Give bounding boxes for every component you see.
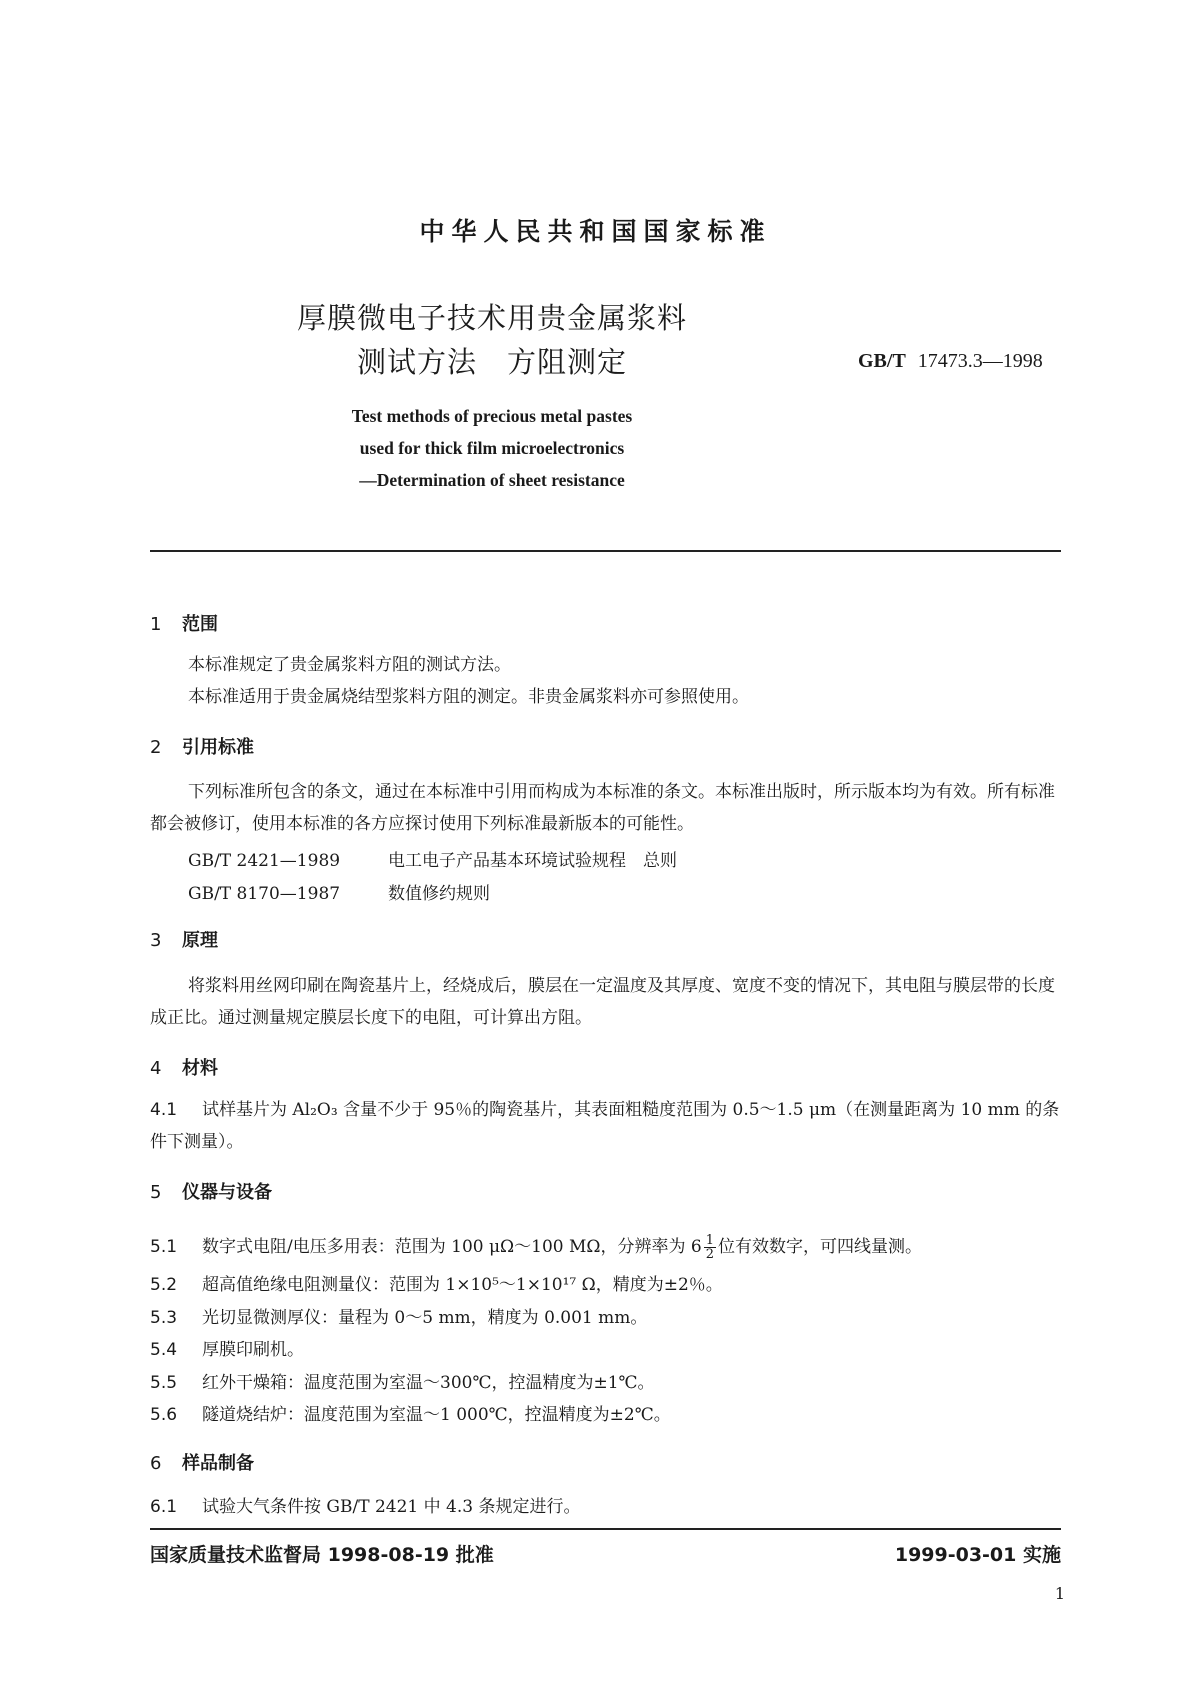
reference-code: GB/T 8170—1987: [188, 884, 341, 904]
implementation-date: 1999-03-01 实施: [894, 1544, 1061, 1566]
clause-text-pre: 数字式电阻/电压多用表：范围为 100 μΩ～100 MΩ，分辨率为 6: [202, 1237, 702, 1257]
reference-title: 数值修约规则: [388, 884, 490, 904]
en-title-line3: —Determination of sheet resistance: [359, 470, 625, 490]
clause-number: 5.1: [150, 1237, 178, 1257]
section-1-heading: [150, 610, 218, 636]
clause-text: 光切显微测厚仪：量程为 0～5 mm，精度为 0.001 mm。: [202, 1308, 648, 1328]
standard-prefix: GB/T: [858, 350, 906, 372]
section-2-heading: [150, 733, 254, 759]
clause-6-1: [150, 1492, 580, 1517]
section-1-number: 1: [150, 614, 162, 635]
clause-number: 5.2: [150, 1275, 178, 1295]
en-title-line2: used for thick film microelectronics: [359, 438, 625, 458]
page-number: 1: [1054, 1584, 1065, 1603]
section-4-heading: [150, 1054, 218, 1080]
section-4-number: 4: [150, 1058, 162, 1079]
clause-text: 试样基片为 Al₂O₃ 含量不少于 95％的陶瓷基片，其表面粗糙度范围为 0.5～1.5 μm（在测量距离为 10 mm 的条件下测量）。: [150, 1100, 1060, 1152]
fraction-denominator: 2: [705, 1247, 714, 1262]
clause-number: 5.6: [150, 1405, 178, 1425]
reference-item: [188, 846, 677, 871]
fraction-numerator: 1: [705, 1233, 714, 1248]
section-3-para: 将浆料用丝网印刷在陶瓷基片上，经烧成后，膜层在一定温度及其厚度、宽度不变的情况下，其电阻与膜层带的长度成正比。通过测量规定膜层长度下的电阻，可计算出方阻。: [150, 976, 1055, 1028]
clause-text: 红外干燥箱：温度范围为室温～300℃，控温精度为±1℃。: [202, 1373, 655, 1393]
section-4-title: 材料: [182, 1058, 218, 1079]
en-title-line1: Test methods of precious metal pastes: [351, 406, 633, 426]
reference-code: GB/T 2421—1989: [188, 851, 341, 871]
zh-title-line1: 厚膜微电子技术用贵金属浆料: [296, 301, 687, 335]
section-6-title: 样品制备: [182, 1453, 254, 1474]
section-2-para: 下列标准所包含的条文，通过在本标准中引用而构成为本标准的条文。本标准出版时，所示版本均为有效。所有标准都会被修订，使用本标准的各方应探讨使用下列标准最新版本的可能性。: [150, 782, 1055, 834]
footer-divider: [150, 1528, 1061, 1530]
clause-text: 超高值绝缘电阻测量仪：范围为 1×10⁵～1×10¹⁷ Ω，精度为±2％。: [202, 1275, 723, 1295]
section-2-number: 2: [150, 737, 162, 758]
approval-statement: 国家质量技术监督局 1998-08-19 批准: [150, 1544, 494, 1566]
section-6-heading: [150, 1449, 254, 1475]
section-2-title: 引用标准: [182, 737, 254, 758]
clause-5-6: [150, 1400, 671, 1425]
clause-5-4: [150, 1335, 304, 1360]
clause-text: 试验大气条件按 GB/T 2421 中 4.3 条规定进行。: [202, 1497, 581, 1517]
clause-text: 隧道烧结炉：温度范围为室温～1 000℃，控温精度为±2℃。: [202, 1405, 671, 1425]
clause-text-post: 位有效数字，可四线量测。: [717, 1237, 922, 1257]
reference-title: 电工电子产品基本环境试验规程 总则: [388, 851, 677, 871]
clause-number: 5.3: [150, 1308, 178, 1328]
section-1-para-2: 本标准适用于贵金属烧结型浆料方阻的测定。非贵金属浆料亦可参照使用。: [188, 687, 749, 707]
clause-text: 厚膜印刷机。: [202, 1340, 304, 1360]
clause-5-1: [150, 1232, 922, 1261]
section-3-heading: [150, 926, 218, 952]
clause-4-1: [150, 1094, 1062, 1158]
section-3-number: 3: [150, 930, 162, 951]
clause-number: 6.1: [150, 1497, 178, 1517]
standard-code: 17473.3—1998: [917, 350, 1043, 372]
section-1-para-1: 本标准规定了贵金属浆料方阻的测试方法。: [188, 655, 511, 675]
clause-number: 5.5: [150, 1373, 178, 1393]
standard-number: [858, 350, 1043, 373]
section-5-title: 仪器与设备: [182, 1182, 272, 1203]
section-5-heading: [150, 1178, 272, 1204]
fraction: [704, 1234, 716, 1261]
clause-number: 4.1: [150, 1100, 178, 1120]
section-1-title: 范围: [182, 614, 218, 635]
section-6-number: 6: [150, 1453, 162, 1474]
section-3-title: 原理: [182, 930, 218, 951]
zh-title-line2: 测试方法 方阻测定: [356, 345, 627, 379]
clause-5-2: [150, 1270, 723, 1295]
clause-number: 5.4: [150, 1340, 178, 1360]
reference-item: [188, 879, 490, 904]
header-divider: [150, 550, 1061, 552]
nation-title: 中华人民共和国国家标准: [419, 217, 772, 246]
clause-5-5: [150, 1368, 655, 1393]
clause-5-3: [150, 1303, 647, 1328]
section-5-number: 5: [150, 1182, 162, 1203]
